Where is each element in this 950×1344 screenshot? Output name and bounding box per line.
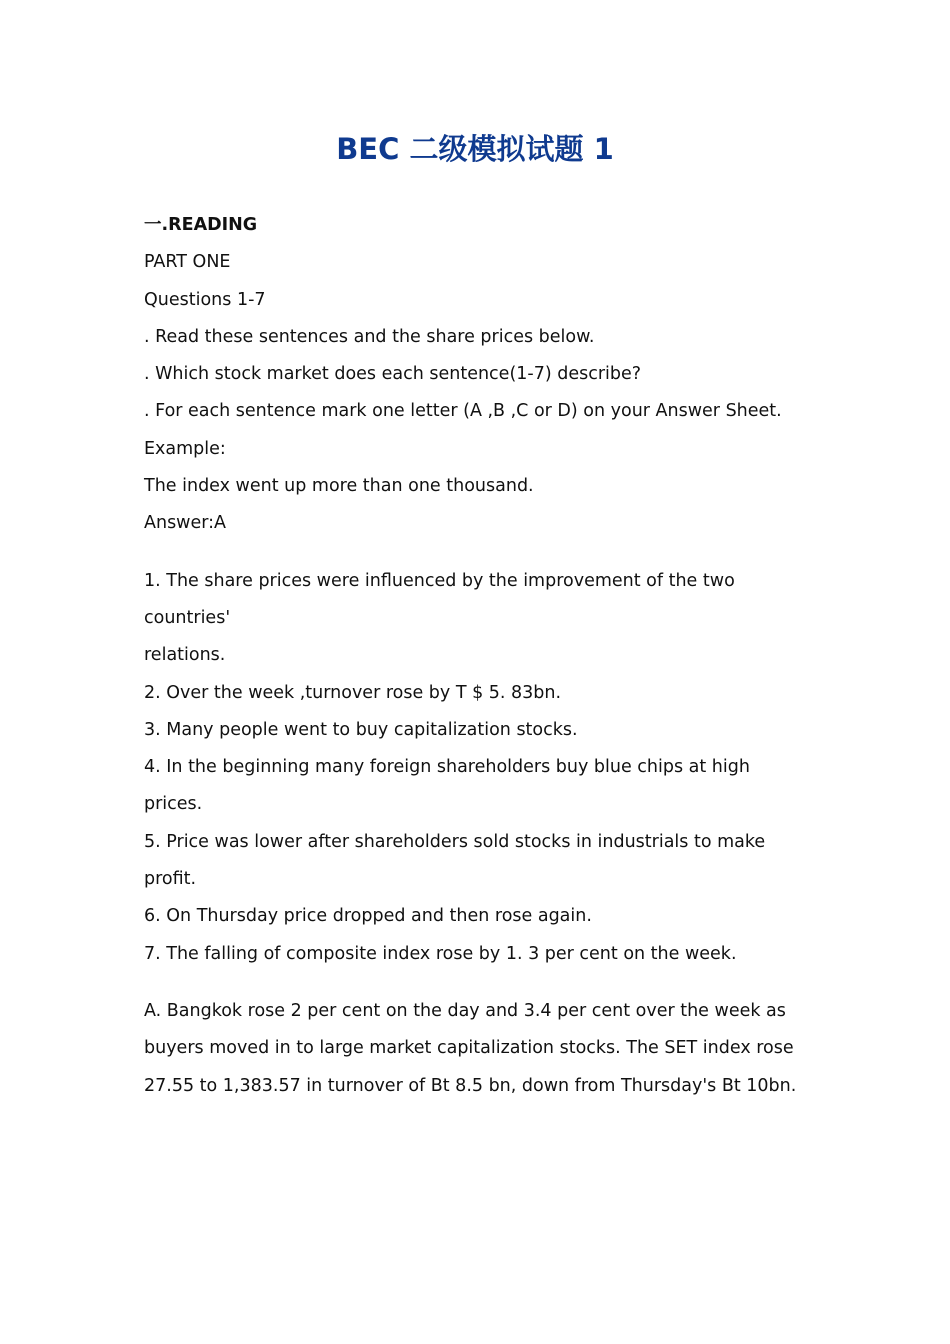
- question-line: 7. The falling of composite index rose by 1. 3 per cent on the week.: [144, 943, 737, 964]
- instruction-line: . For each sentence mark one letter (A ,B ,C or D) on your Answer Sheet.: [144, 401, 782, 422]
- question-list: [144, 563, 814, 973]
- spacer: [144, 973, 814, 993]
- part-label: PART ONE: [144, 252, 231, 273]
- document-body: [144, 207, 814, 1105]
- example-label: Example:: [144, 438, 226, 459]
- instructions: [144, 319, 814, 431]
- question-line: 3. Many people went to buy capitalization stocks.: [144, 719, 578, 740]
- question-line: profit.: [144, 869, 197, 890]
- passage-line: 27.55 to 1,383.57 in turnover of Bt 8.5 bn, down from Thursday's Bt 10bn.: [144, 1075, 797, 1096]
- question-line: 2. Over the week ,turnover rose by T $ 5. 83bn.: [144, 682, 562, 703]
- question-line: 4. In the beginning many foreign shareholders buy blue chips at high: [144, 757, 750, 778]
- question-line: 1. The share prices were influenced by the improvement of the two: [144, 570, 735, 591]
- passage-line: buyers moved in to large market capitalization stocks. The SET index rose: [144, 1038, 794, 1059]
- question-line: countries': [144, 607, 231, 628]
- question-line: 5. Price was lower after shareholders sold stocks in industrials to make: [144, 831, 766, 852]
- example-text: The index went up more than one thousand.: [144, 476, 534, 497]
- page-title: BEC 二级模拟试题 1: [336, 132, 614, 166]
- instruction-line: . Which stock market does each sentence(1-7) describe?: [144, 364, 642, 385]
- question-line: 6. On Thursday price dropped and then rose again.: [144, 906, 592, 927]
- question-line: prices.: [144, 794, 203, 815]
- example-answer: Answer:A: [144, 513, 227, 534]
- questions-range: Questions 1-7: [144, 289, 266, 310]
- question-line: relations.: [144, 645, 226, 666]
- passage-a: [144, 993, 814, 1105]
- passage-line: A. Bangkok rose 2 per cent on the day and 3.4 per cent over the week as: [144, 1000, 786, 1021]
- spacer: [144, 543, 814, 563]
- section-heading: 一.READING: [144, 215, 258, 235]
- instruction-line: . Read these sentences and the share prices below.: [144, 326, 595, 347]
